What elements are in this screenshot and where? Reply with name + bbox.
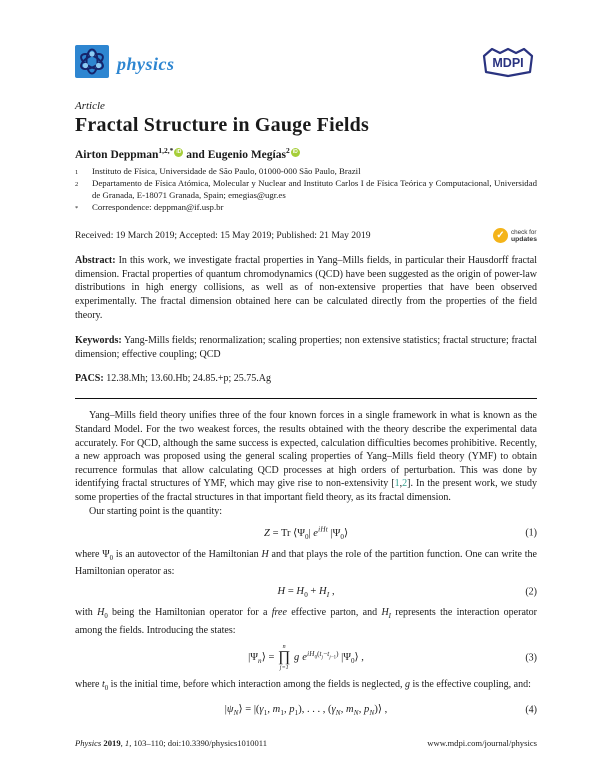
section-divider — [75, 398, 537, 399]
author-line — [75, 146, 537, 161]
equation-2-number: (2) — [525, 586, 537, 598]
journal-wordmark: physics — [117, 53, 175, 74]
affiliation-item-2 — [75, 178, 537, 201]
citation-doi-line: Physics 2019, 1, 103–110; doi:10.3390/physics1010011 — [75, 738, 268, 748]
citation-ref-2[interactable]: 2 — [402, 478, 408, 490]
body-paragraph-2: Our starting point is the quantity: — [89, 505, 223, 517]
equation-1-math: Z = Tr $⟨\Psi_0|$ $e^{iHt}$ $|\Psi_0⟩$ — [263, 525, 349, 541]
keywords-paragraph: Keywords: Yang-Mills fields; renormalization; scaling properties; non extensive statistics; fractal structure; fractal dimension; effective coupling; QCD — [75, 335, 537, 360]
author-name-2[interactable]: Eugenio Megías — [207, 148, 286, 161]
affiliation-item-1 — [75, 166, 537, 179]
atom-icon — [75, 45, 109, 83]
body-paragraph-5: where $t_0$ is the initial time, before which interaction among the fields is neglected, g is the effective coupling, and: — [75, 679, 531, 693]
orcid-icon[interactable]: iD — [176, 149, 182, 155]
equation-2 — [75, 586, 537, 599]
correspondence-item — [75, 202, 537, 215]
authors-joiner: and — [186, 148, 205, 161]
correspondence-text: Correspondence: deppman@if.usp.br — [92, 201, 224, 212]
abstract-paragraph: Abstract: In this work, we investigate fractal properties in Yang–Mills fields, in particular their Hausdorff fractal dimension. Fractal properties of quantum chromodynamics (QCD) have been suggested as the origin of power-law distributions in high energy collisions, as well as of non-extensive properties that have been observed experimentally. The fractal dimension obtained here can be calculated directly from the properties of the field theory. — [75, 255, 537, 321]
article-type-label: Article — [75, 100, 105, 112]
equation-3-number: (3) — [525, 652, 537, 664]
dates-row — [75, 228, 537, 243]
page-footer — [75, 738, 537, 748]
equation-2-math: $H = H_0 + H_I$ , — [277, 585, 335, 599]
citation-ref-1[interactable]: 1 — [394, 478, 400, 490]
body-paragraph-4: with $H_0$ being the Hamiltonian operator for a free effective parton, and $H_I$ represents the interaction operator among the fields. Introducing the states: — [75, 606, 537, 636]
received-dates-line: Received: 19 March 2019; Accepted: 15 May 2019; Published: 21 May 2019 — [75, 230, 371, 242]
page-title: Fractal Structure in Gauge Fields — [75, 114, 369, 136]
equation-1 — [75, 525, 537, 541]
equation-3-math: $|\Psi_n⟩$ = n ∏ j=1 g $e^{iH_0(t_j-t_{j-1})}$ $|\Psi_0⟩$ , — [248, 644, 364, 672]
equation-3 — [75, 644, 537, 671]
affiliation-marker: 2 — [75, 181, 79, 189]
page-header — [75, 45, 537, 87]
correspondence-marker: * — [75, 204, 79, 212]
affiliation-text: Instituto de Física, Universidade de São Paulo, 01000-000 São Paulo, Brazil — [92, 165, 361, 176]
pacs-line: PACS: 12.38.Mh; 13.60.Hb; 24.85.+p; 25.75.Ag — [75, 373, 272, 385]
equation-4-math: $|\psi_N⟩ = |(\gamma_1$, $m_1$, $p_1$), . . . , ($\gamma_N$, $m_N$, $p_N)⟩$ , — [224, 703, 388, 717]
orcid-icon[interactable]: iD — [292, 149, 298, 155]
affiliation-text: Departamento de Física Atómica, Molecular y Nuclear and Instituto Carlos I de Física Teórica y Computacional, Universidad de Granada, E-18071 Granada, Spain; emegias@ugr.es — [92, 178, 537, 201]
body-paragraph-1: Yang–Mills field theory unifies three of the four known forces in a single framework in what is known as the Standard Model. For the two weakest forces, the results obtained with the theory describe the experimental data accurately. For QCD, although the same success is expected, calculation difficulties becomes prohibitive. Recently, a new approach was proposed using the general scaling properties of Yang–Mills field theory (YMF) to obtain recurrence formulas that allow calculating QCD processes at high orders of perturbation. This was done by identifying fractal structures of YMF, which may give rise to non-extensivity [1,2]. In the present work, we study some properties of the fractal structures in that important field theory, as its fractal dimension. — [75, 410, 537, 503]
affiliation-list — [75, 166, 537, 214]
journal-url[interactable]: www.mdpi.com/journal/physics — [427, 738, 537, 748]
author-name-1[interactable]: Airton Deppman — [75, 148, 159, 161]
equation-4-number: (4) — [525, 704, 537, 716]
equation-1-number: (1) — [525, 527, 537, 539]
check-for-updates-badge[interactable] — [493, 228, 537, 243]
affiliation-marker: 1 — [75, 168, 79, 176]
mdpi-logo[interactable] — [479, 45, 537, 84]
equation-4 — [75, 703, 537, 717]
author-1-affil-sup: 1,2,* — [158, 146, 174, 155]
author-2-affil-sup: 2 — [285, 146, 290, 155]
body-paragraph-3: where $\Psi_0$ is an autovector of the Hamiltonian H and that plays the role of the partition function. One can write the Hamiltonian operator as: — [75, 548, 537, 578]
physics-journal-logo[interactable] — [75, 45, 175, 83]
email-link-deppman[interactable]: deppman@if.usp.br — [153, 201, 224, 212]
badge-label: check for updates — [510, 228, 537, 243]
mdpi-logo-text: MDPI — [492, 56, 524, 70]
check-icon: ✓ — [493, 228, 508, 243]
email-link-megias[interactable]: emegias@ugr.es — [228, 190, 286, 201]
